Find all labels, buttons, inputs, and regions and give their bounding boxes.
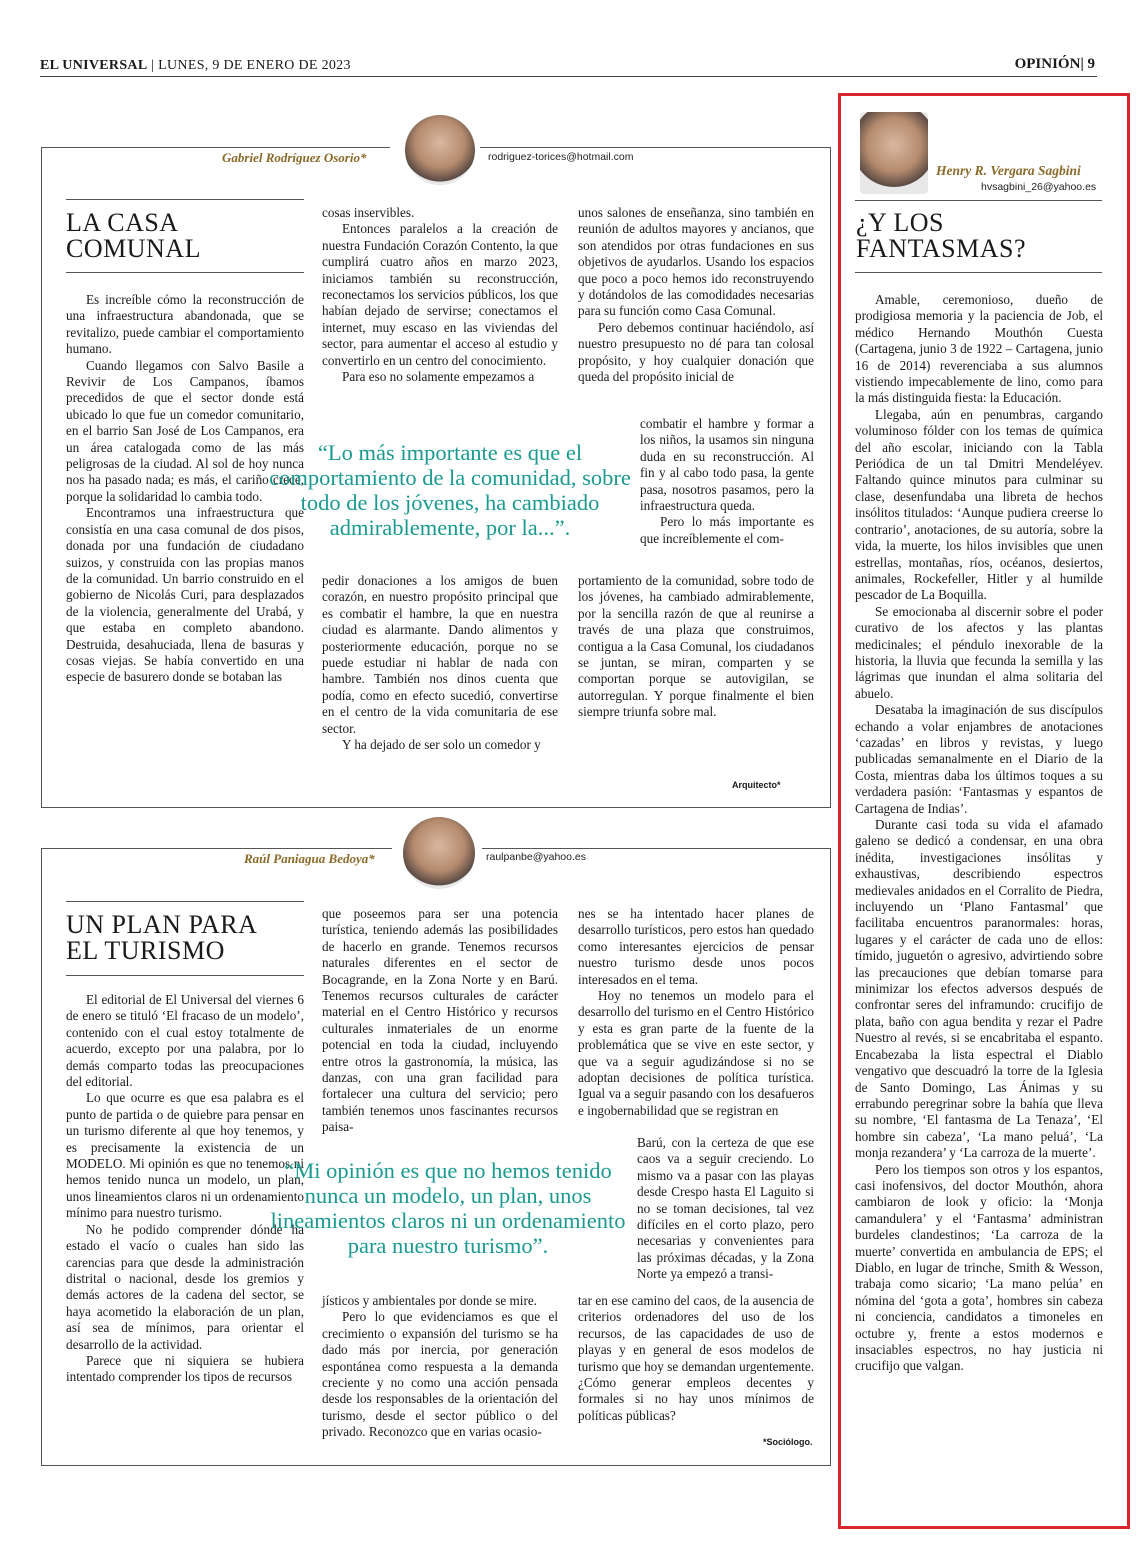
- header-rule: [40, 76, 1097, 77]
- author-name: Gabriel Rodríguez Osorio*: [222, 150, 367, 165]
- section-name: OPINIÓN: [1014, 56, 1081, 72]
- page-number: 9: [1087, 56, 1095, 72]
- paper-name: EL UNIVERSAL: [40, 58, 148, 73]
- article-title: ¿Y LOS FANTASMAS?: [856, 208, 1027, 263]
- issue-date: LUNES, 9 DE ENERO DE 2023: [158, 58, 351, 73]
- author-email[interactable]: rodriguez-torices@hotmail.com: [488, 151, 634, 163]
- article-column-2-bottom: pedir donaciones a los amigos de buen corazón, en nuestro propósito principal que es combatir el hambre, la que en nuestra ciudad es alarmante. Dando alimentos y posteriormente educación, porque no se puede estudiar ni hablar de nada con hambre. También nos dinos cuenta que podía, como en efecto sucedió, convertirse en el centro de la vida comunitaria de ese sector. Y ha dejado de ser solo un comedor y: [322, 573, 558, 753]
- article-column-3-mid: Barú, con la certeza de que ese caos va a seguir creciendo. Lo mismo va a pasar con las playas desde Crespo hasta El Laguito si no se toman decisiones, tal vez difíciles en el corto plazo, pero necesarias y convenientes para las próximas décadas, y la Zona Norte ya empezó a transi-: [637, 1135, 814, 1282]
- article-column-2-top: que poseemos para ser una potencia turística, teniendo además las posibilidades de hacerlo en grande. Tenemos recursos naturales diferentes en el sector de Bocagrande, en la Zona Norte y en Barú. Tenemos recursos culturales de carácter material en el Centro Histórico y recursos culturales inmateriales de un enorme potencial en toda la ciudad, incluyendo entre otros la gastronomía, la música, las danzas, con una gran facilidad para fortalecer una cultura del servicio; pero también tenemos unos fascinantes recursos paisa-: [322, 906, 558, 1135]
- masthead: EL UNIVERSAL | LUNES, 9 DE ENERO DE 2023: [40, 58, 351, 73]
- article-title: LA CASA COMUNAL: [66, 208, 201, 263]
- author-email[interactable]: hvsagbini_26@yahoo.es: [981, 181, 1097, 193]
- article-column-3-bottom: tar en ese camino del caos, de la ausencia de criterios ordenadores del uso de los recursos, de las capacidades de uso de playas y en general de esos modelos de turismo que hoy se demandan urgentemente. ¿Cómo generar empleos decentes y formales si no hay unos mínimos de políticas públicas?: [578, 1293, 814, 1423]
- author-email[interactable]: raulpanbe@yahoo.es: [486, 851, 586, 863]
- article-body: Amable, ceremonioso, dueño de prodigiosa memoria y la paciencia de Job, el médico Hernando Mouthón Cuesta (Cartagena, junio 3 de 1922 – Cartagena, junio 16 de 2014) reverenciaba a sus alumnos vistiendo impecablemente de lino, como para la más distinguida fiesta: la Educación. Llegaba, aún en penumbras, cargando voluminoso fólder con los temas de química del año escolar, iniciando con la Tabla Periódica de un tal Dmitri Mendeléyev. Faltando quince minutos para culminar su clase, desenfundaba una libreta de hechos insólitos titulados: ‘Aunque pudiera creerse lo contrario’, anotaciones, de su autoría, sobre la vida, la muerte, los hilos invisibles que unen estrellas, montañas, ríos, océanos, desiertos, animales, Rockefeller, Hitler y al humilde pescador de La Boquilla. Se emocionaba al discernir sobre el poder curativo de los afectos y las plantas medicinales; el péndulo inexorable de la historia, la lluvia que fecunda la semilla y las lágrimas que inundan el alma solitaria del abuelo. Desataba la imaginación de sus discípulos echando a volar enjambres de anotaciones ‘cazadas’ en libros y revistas, y luego publicadas semanalmente en el Diario de la Costa, mientras daba los últimos toques a su verdadera pasión: ‘Fantasmas y espantos de Cartagena de Indias’. Durante casi toda su vida el afamado galeno se dedicó a condensar, en una obra inédita, investigaciones insólitas y exhaustivas, describiendo espectros medievales anidados en el Corralito de Piedra, incluyendo un ‘Plano Fantasmal’ que facilitaba encuentros paranormales: horas, lugares y el carácter de cada uno de ellos: tímido, juguetón o agresivo, advirtiendo sobre las precauciones que debían tomarse para minimizar los efectos adversos después de confrontar seres del inframundo: crucifijo de plata, baño con agua bendita y rezar el Padre Nuestro al revés, si se encabritaba el espanto. Encabezaba la lista espectral el Diablo vengativo que descuadró la torre de la Iglesia de Santo Domingo, Las Ánimas y su errabundo peregrinar sobre la bahía que lleva su nombre, ‘El fantasma de La Tenaza’, ‘El hombre sin cabeza’, ‘La mano peluá’, ‘La monja rezandera’ y ‘La carroza de la muerte’. Pero los tiempos son otros y los espantos, casi inofensivos, del doctor Mouthón, ahora cambiaron de look y oficio: la ‘Monja camandulera’ y el ‘Fantasma’ administran burdeles clandestinos; ‘La carroza de la muerte’ convertida en ambulancia de EPS; el Diablo, en lugar de trinche, Smith & Wesson, trabaja como sicario; ‘La mano pelúa’ en nómina del ‘gota a gota’, hombres sin cabeza ni conciencia, candidatos a timoneles en octubre y, frente a estos modernos e insaciables espectros, no hay justicia ni crucifijo que valgan.: [855, 292, 1103, 1374]
- article-column-2-bottom: jísticos y ambientales por donde se mire. Pero lo que evidenciamos es que el crecimiento o expansión del turismo se ha dado más por inercia, por generación espontánea como respuesta a la demanda creciente y no como una acción pensada desde los responsables de la orientación del turismo, desde el sector público o del privado. Reconozco que en varias ocasio-: [322, 1293, 558, 1440]
- article-column-3-top: unos salones de enseñanza, sino también en reunión de adultos mayores y ancianos, que son atendidos por otras fundaciones en sus objetivos de ayudarlos. Usando los espacios que poco a poco hemos ido reconstruyendo y dotándolos de las comodidades necesarias para su función como Casa Comunal. Pero debemos continuar haciéndolo, así nuestro presupuesto no dé para tan colosal propósito, y hoy cualquier donación que queda del propósito inicial de: [578, 205, 814, 385]
- article-column-1: El editorial de El Universal del viernes 6 de enero se tituló ‘El fracaso de un modelo’, contenido con el cual estoy totalmente de acuerdo, excepto por una palabra, por lo demás comparto todas las preocupaciones del editorial. Lo que ocurre es que esa palabra es el punto de partida o de quiebre para pensar en un turismo diferente al que hoy tenemos, y es precisamente la existencia de un MODELO. Mi opinión es que no tenemos ni hemos tenido nunca un modelo, un plan, unos lineamientos claros ni un ordenamiento mínimo para nuestro turismo. No he podido comprender dónde ha estado el vacío o cuales han sido las carencias para que desde la administración distrital o nacional, desde los gremios y demás actores de la cadena del sector, se haya acometido la elaboración de un plan, así sea de mínimos, para orientar el desarrollo de la actividad. Parece que ni siquiera se hubiera intentado comprender los tipos de recursos: [66, 992, 304, 1385]
- author-signature: *Sociólogo.: [763, 1437, 813, 1447]
- pull-quote: “Mi opinión es que no hemos tenido nunca un modelo, un plan, unos lineamientos claros ni un ordenamiento para nuestro turismo”.: [270, 1158, 626, 1258]
- article-column-3-top: nes se ha intentado hacer planes de desarrollo turísticos, pero estos han quedado como interesantes ejercicios de pensar nuestro turismo desde unos pocos interesados en el tema. Hoy no tenemos un modelo para el desarrollo del turismo en el Centro Histórico y esta es gran parte de la fuente de la problemática que se vive en este sector, y que va a seguir agudizándose si no se adoptan decisiones de política turística. Igual va a seguir pasando con los desafueros e ingobernabilidad que se registran en: [578, 906, 814, 1118]
- article-column-3-bottom: portamiento de la comunidad, sobre todo de los jóvenes, ha cambiado admirablemente, por la sencilla razón de que al reunirse a través de una plaza que construimos, contigua a la Casa Comunal, los ciudadanos se juntan, se miran, comparten y se comportan porque se autovigilan, se autorregulan. Y porque finalmente el bien siempre triunfa sobre mal.: [578, 573, 814, 720]
- author-name: Raúl Paniagua Bedoya*: [244, 851, 375, 866]
- article-column-3-mid: combatir el hambre y formar a los niños, la usamos sin ninguna duda en su reconstrucción. Al fin y al cabo todo pasa, la gente pasa, nosotros pasamos, pero la infraestructura queda. Pero lo más importante es que increíblemente el com-: [640, 416, 814, 546]
- author-photo: [405, 115, 475, 185]
- pull-quote: “Lo más importante es que el comportamiento de la comunidad, sobre todo de los jóvenes, ha cambiado admirablemente, por la...”.: [269, 440, 631, 540]
- author-name: Henry R. Vergara Sagbini: [936, 163, 1081, 178]
- article-column-2-top: cosas inservibles. Entonces paralelos a la creación de nuestra Fundación Corazón Contento, la que cumplirá cuatro años en marzo 2023, iniciamos también su reconstrucción, reconectamos los servicios públicos, los que habían dejado de servirse; conectamos el internet, muy escaso en las viviendas del sector, para aumentar el acceso al estudio y convertirlo en un centro del conocimiento. Para eso no solamente empezamos a: [322, 205, 558, 385]
- author-signature: Arquitecto*: [732, 780, 781, 790]
- article-title: UN PLAN PARA EL TURISMO: [66, 910, 258, 965]
- author-photo: [403, 817, 475, 889]
- section-label: OPINIÓN| 9: [1014, 56, 1095, 72]
- article-column-1: Es increíble cómo la reconstrucción de una infraestructura abandonada, que se revitalizo, puede cambiar el comportamiento humano. Cuando llegamos con Salvo Basile a Revivir de Los Campanos, íbamos precedidos de que el sector donde está ubicado lo que fue un comedor comunitario, en el barrio San José de Los Campanos, era un área catalogada como de las más peligrosas de la ciudad. Al sol de hoy nunca nos ha pasado nada; es más, el cariño crece, porque la solidaridad lo cambia todo. Encontramos una infraestructura que consistía en una casa comunal de dos pisos, donada por una fundación de ciudadano suizos, y construida con las propias manos de la comunidad. Un barrio construido en el gobierno de Nicolás Curi, para desplazados de la violencia, generalmente del Urabá, y que estaba en completo abandono. Destruida, desahuciada, llena de basuras y cosas viejas. Se había convertido en una especie de basurero donde se botaban las: [66, 292, 304, 685]
- author-photo: [860, 112, 928, 194]
